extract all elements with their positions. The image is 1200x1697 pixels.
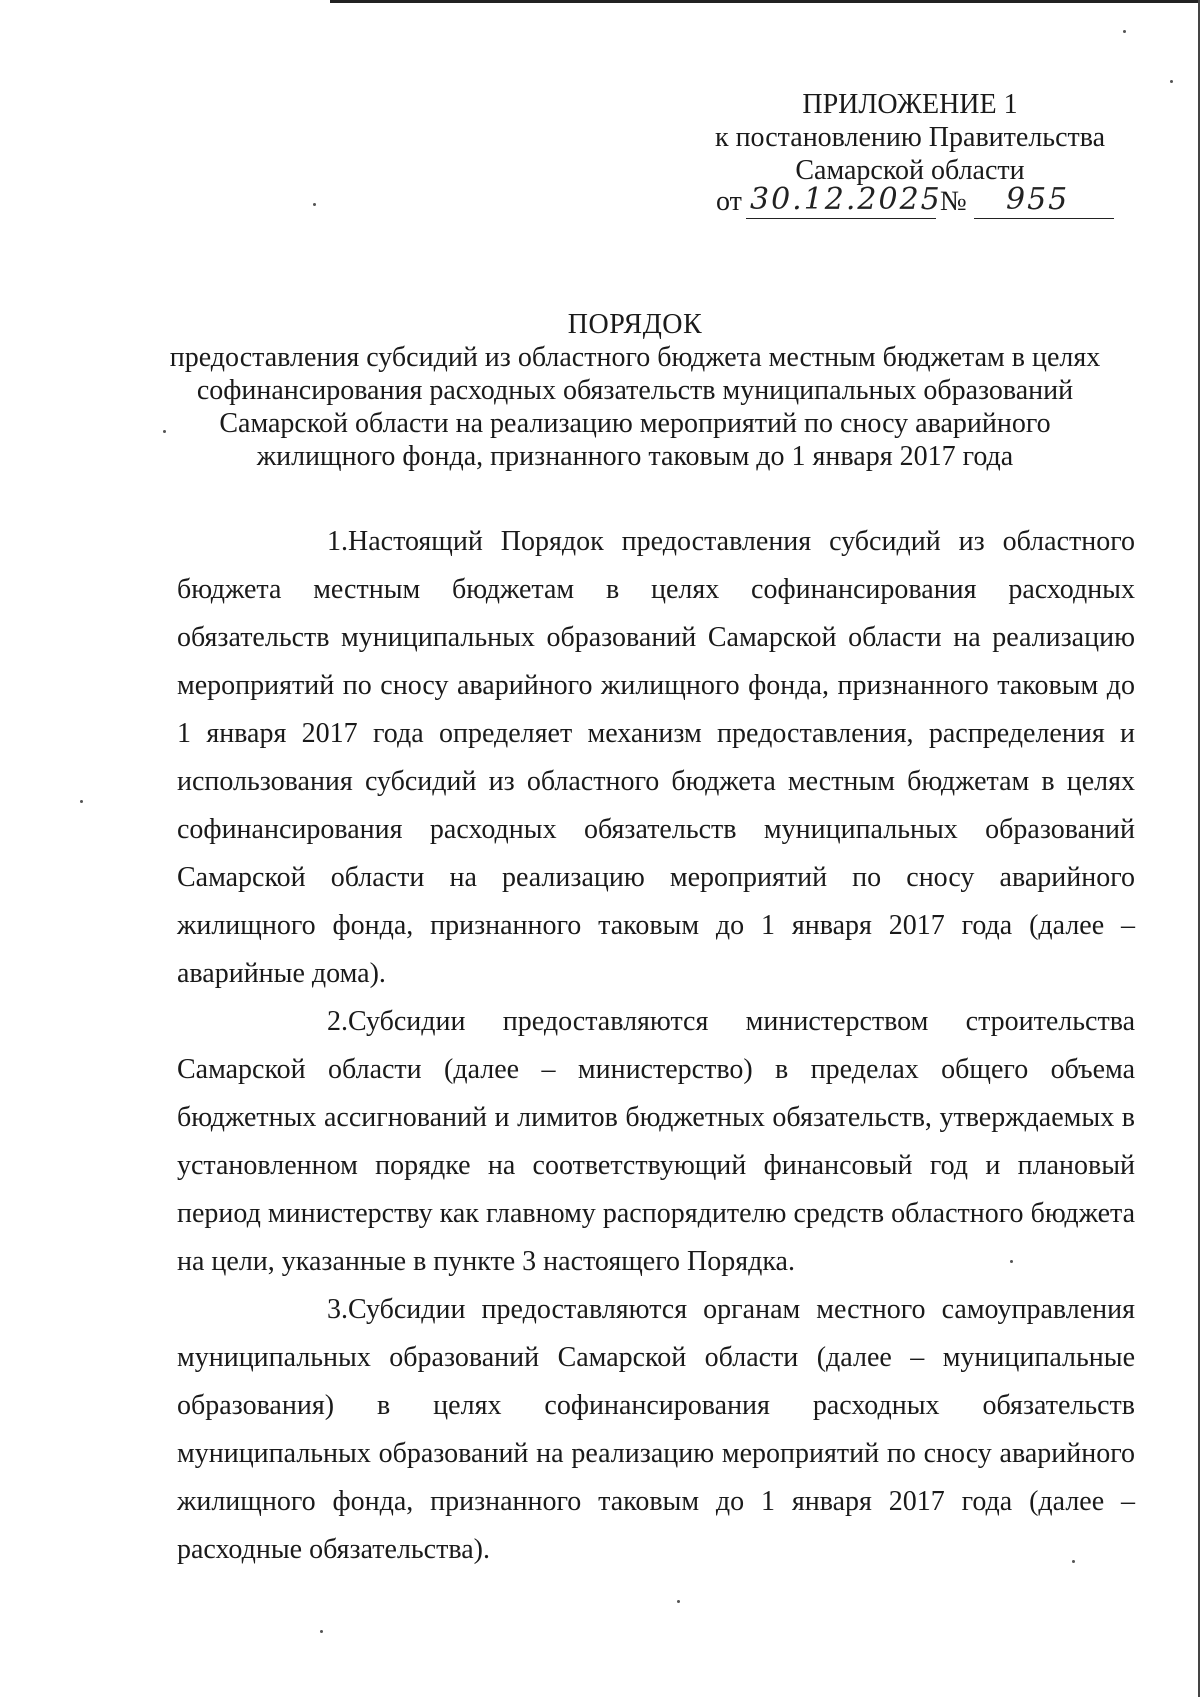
date-underline — [746, 218, 936, 219]
document-body — [177, 518, 1135, 1574]
resolution-date-line — [716, 182, 1116, 226]
paragraph-3 — [177, 1286, 1135, 1574]
appendix-title: ПРИЛОЖЕНИЕ 1 — [802, 89, 1018, 120]
paragraph-text: Субсидии предоставляются министерством строительства Самарской области (далее – министерство) в пределах общего объема бюджетных ассигнований и лимитов бюджетных обязательств, утверждаемых в установленном порядке на соответствующий финансовый год и плановый период министерству как главному распорядителю средств областного бюджета на цели, указанные в пункте 3 настоящего Порядка. — [177, 1006, 1135, 1277]
scan-speck — [1072, 1560, 1075, 1563]
from-label: от — [716, 186, 742, 217]
appendix-line-2: Самарской области — [795, 155, 1025, 186]
title-line-3: Самарской области на реализацию мероприятий по сносу аварийного — [219, 408, 1051, 439]
scan-speck — [163, 430, 166, 433]
scan-speck — [677, 1600, 680, 1603]
paragraph-text: Настоящий Порядок предоставления субсидий из областного бюджета местным бюджетам в целях софинансирования расходных обязательств муниципальных образований Самарской области на реализацию мероприятий по сносу аварийного жилищного фонда, признанного таковым до 1 января 2017 года определяет механизм предоставления, распределения и использования субсидий из областного бюджета местным бюджетам в целях софинансирования расходных обязательств муниципальных образований Самарской области на реализацию мероприятий по сносу аварийного жилищного фонда, признанного таковым до 1 января 2017 года (далее – аварийные дома). — [177, 526, 1135, 989]
document-title — [160, 308, 1110, 473]
handwritten-number: 955 — [1006, 182, 1070, 217]
scan-speck — [1010, 1260, 1013, 1263]
title-line-2: софинансирования расходных обязательств муниципальных образований — [196, 375, 1074, 406]
paragraph-number: 3. — [327, 1294, 348, 1325]
scan-speck — [1123, 30, 1126, 33]
title-line-4: жилищного фонда, признанного таковым до 1 января 2017 года — [256, 441, 1014, 472]
number-sign: № — [940, 186, 967, 217]
number-underline — [974, 218, 1114, 219]
scan-speck — [320, 1630, 323, 1633]
scan-speck — [313, 203, 316, 206]
title-heading: ПОРЯДОК — [567, 309, 703, 340]
paragraph-number: 1. — [327, 526, 348, 557]
scan-top-border — [330, 0, 1200, 3]
paragraph-1 — [177, 518, 1135, 998]
appendix-header — [700, 88, 1120, 187]
paragraph-2 — [177, 998, 1135, 1286]
handwritten-date: 30.12.2025 — [750, 182, 942, 217]
appendix-line-1: к постановлению Правительства — [714, 122, 1106, 153]
scan-speck — [1170, 80, 1173, 83]
scan-speck — [80, 800, 83, 803]
paragraph-text: Субсидии предоставляются органам местного самоуправления муниципальных образований Самарской области (далее – муниципальные образования) в целях софинансирования расходных обязательств муниципальных образований на реализацию мероприятий по сносу аварийного жилищного фонда, признанного таковым до 1 января 2017 года (далее – расходные обязательства). — [177, 1294, 1135, 1565]
title-line-1: предоставления субсидий из областного бюджета местным бюджетам в целях — [169, 342, 1101, 373]
paragraph-number: 2. — [327, 1006, 348, 1037]
